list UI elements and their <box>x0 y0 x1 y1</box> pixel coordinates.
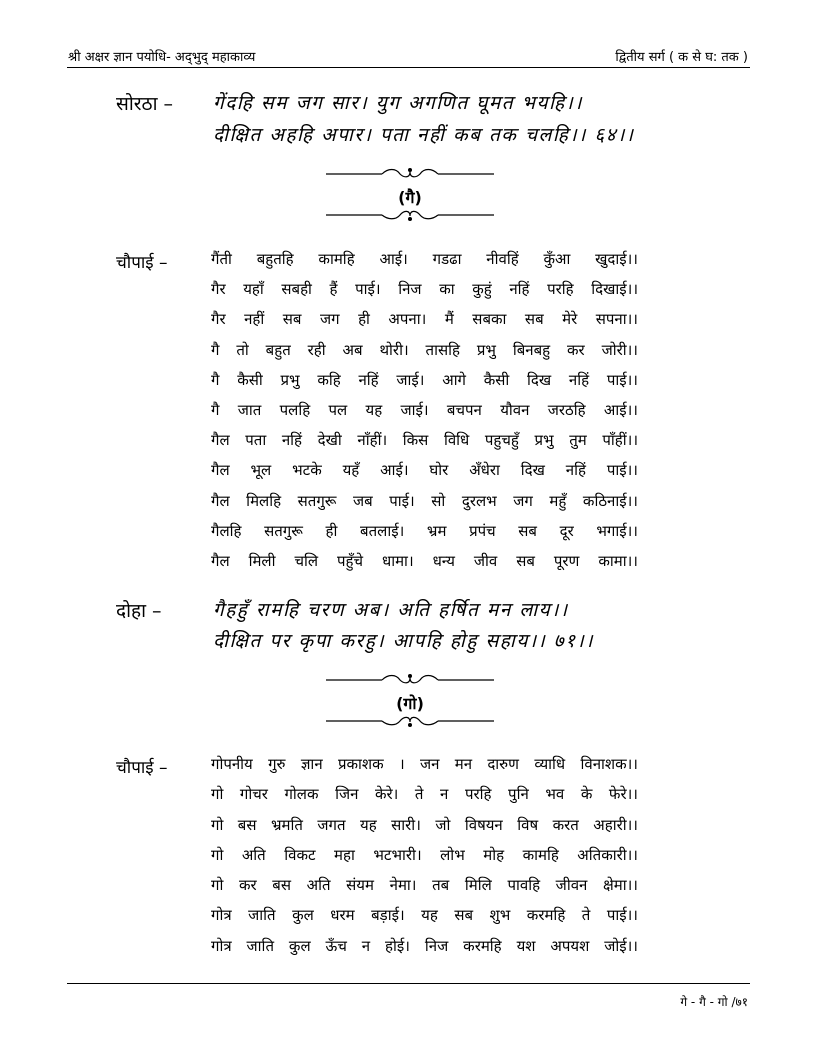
chaupai-2-line: गो कर बस अति संयम नेमा। तब मिलि पावहि जीवन क्षेमा।। <box>211 876 638 895</box>
chaupai-1-line: गैलहि सतगुरू ही बतलाई। भ्रम प्रपंच सब दूर भगाई।। <box>211 521 638 540</box>
chaupai-1-label: चौपाई – <box>116 253 168 273</box>
section-title-go: (गो) <box>396 694 424 713</box>
ornament-top-go <box>326 672 494 686</box>
chaupai-2-line: गोत्र जाति कुल धरम बड़ाई। यह सब शुभ करमहि ते पाई।। <box>211 906 638 925</box>
running-header-left: श्री अक्षर ज्ञान पयोधि- अद्‌भुद् महाकाव्य <box>68 50 256 65</box>
chaupai-1-line: गै जात पलहि पल यह जाई। बचपन यौवन जरठहि आई।। <box>211 400 638 419</box>
chaupai-2-line: गो बस भ्रमति जगत यह सारी। जो विषयन विष करत अहारी।। <box>211 815 638 834</box>
doha-line-2: दीक्षित पर कृपा करहु। आपहि होहु सहाय।। ७१।। <box>213 630 594 652</box>
chaupai-1-line: गैर यहाँ सबही हैं पाई। निज का कुहुं नहिं परहि दिखाई।। <box>211 280 638 299</box>
footer-rule <box>67 983 750 984</box>
chaupai-1-line: गैल भूल भटके यहँ आई। घोर अँधेरा दिख नहिं पाई।। <box>211 461 638 480</box>
chaupai-2-label: चौपाई – <box>116 758 168 778</box>
page-footer: गे - गै - गो /७१ <box>680 995 748 1009</box>
chaupai-1-line: गैर नहीं सब जग ही अपना। मैं सबका सब मेरे सपना।। <box>211 310 638 329</box>
chaupai-1-line: गैल मिलहि सतगुरू जब पाई। सो दुरलभ जग महुँ कठिनाई।। <box>211 491 638 510</box>
ornament-bottom-gai <box>326 208 494 222</box>
section-title-gai: (गै) <box>398 188 422 207</box>
chaupai-1-line: गैल मिली चलि पहुँचे धामा। धन्य जीव सब पूरण कामा।। <box>211 551 638 570</box>
chaupai-2-line: गो गोचर गोलक जिन केरे। ते न परहि पुनि भव के फेरे।। <box>211 785 638 804</box>
chaupai-1-line: गैंती बहुतहि कामहि आई। गडढा नीवहिं कुँआ खुदाई।। <box>211 250 638 268</box>
chaupai-1-stanza <box>211 249 638 581</box>
sortha-line-2: दीक्षित अहहि अपार। पता नहीं कब तक चलहि।। ६४।। <box>213 124 635 146</box>
chaupai-2-line: गोत्र जाति कुल ऊँच न होई। निज करमहि यश अपयश जोई।। <box>211 936 638 955</box>
running-header-right: द्वितीय सर्ग ( क से घ: तक ) <box>615 50 748 65</box>
doha-label: दोहा – <box>116 600 162 622</box>
chaupai-2-stanza <box>211 754 638 966</box>
chaupai-2-line: गोपनीय गुरु ज्ञान प्रकाशक । जन मन दारुण व्याधि विनाशक।। <box>211 755 638 773</box>
sortha-line-1: गेंदहि सम जग सार। युग अगणित घूमत भयहि।। <box>213 92 583 114</box>
chaupai-1-line: गै कैसी प्रभु कहि नहिं जाई। आगे कैसी दिख नहिं पाई।। <box>211 370 638 389</box>
ornament-top-gai <box>326 166 494 180</box>
header-rule <box>67 67 750 68</box>
chaupai-2-line: गो अति विकट महा भटभारी। लोभ मोह कामहि अतिकारी।। <box>211 845 638 864</box>
sortha-label: सोरठा – <box>116 93 174 115</box>
ornament-bottom-go <box>326 714 494 728</box>
chaupai-1-line: गैल पता नहिं देखी नाँहीं। किस विधि पहुचहुँ प्रभु तुम पाँहीं।। <box>211 431 638 450</box>
chaupai-1-line: गै तो बहुत रही अब थोरी। तासहि प्रभु बिनबहु कर जोरी।। <box>211 340 638 359</box>
doha-line-1: गैहहुँ रामहि चरण अब। अति हर्षित मन लाय।। <box>213 599 569 621</box>
